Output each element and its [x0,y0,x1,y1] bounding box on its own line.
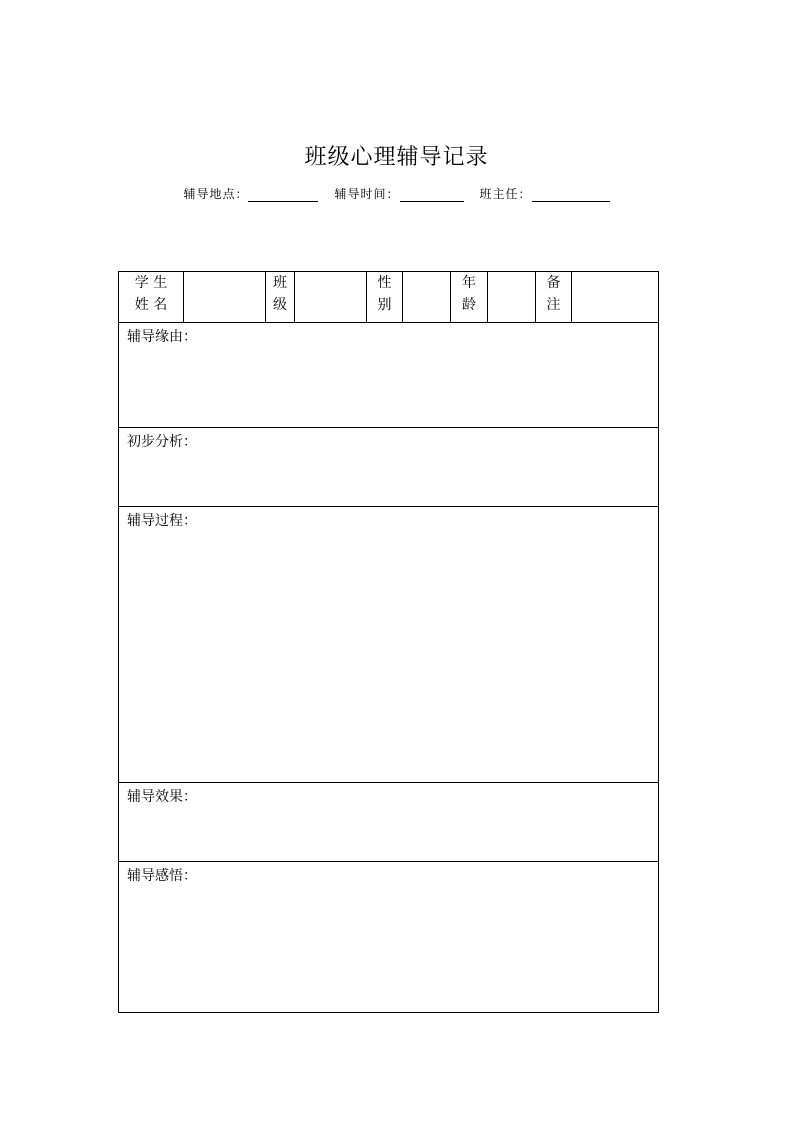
teacher-blank-line[interactable] [532,187,610,202]
time-field [334,186,463,202]
student-name-value-cell[interactable] [184,272,266,323]
student-name-label-line1: 学 生 [134,275,168,291]
location-blank-line[interactable] [248,187,318,202]
remarks-label-line2: 注 [546,297,561,313]
effect-label: 辅导效果： [127,789,197,805]
class-label-line1: 班 [273,275,287,291]
process-label: 辅导过程： [127,513,197,529]
process-row [119,507,659,783]
reason-row [119,323,659,428]
class-value-cell[interactable] [295,272,367,323]
age-value-cell[interactable] [488,272,536,323]
analysis-row [119,428,659,507]
reason-section[interactable] [119,323,659,428]
gender-label-line1: 性 [377,275,392,291]
student-info-row [119,272,659,323]
page-title: 班级心理辅导记录 [304,145,489,170]
analysis-section[interactable] [119,428,659,507]
analysis-label: 初步分析： [127,434,197,450]
effect-section[interactable] [119,783,659,862]
gender-label [367,272,403,323]
teacher-label: 班主任： [479,187,532,201]
remarks-value-cell[interactable] [572,272,659,323]
record-table [118,271,659,1013]
gender-label-line2: 别 [377,297,392,313]
student-name-label [119,272,184,323]
time-label: 辅导时间： [334,187,400,201]
time-blank-line[interactable] [400,187,464,202]
reflection-section[interactable] [119,862,659,1013]
gender-value-cell[interactable] [403,272,451,323]
location-label: 辅导地点： [183,187,249,201]
effect-row [119,783,659,862]
reflection-label: 辅导感悟： [127,868,197,884]
process-section[interactable] [119,507,659,783]
age-label-line2: 龄 [462,297,476,313]
remarks-label-line1: 备 [546,275,561,291]
class-label [266,272,295,323]
student-name-label-line2: 姓 名 [134,297,168,313]
reflection-row [119,862,659,1013]
reason-label: 辅导缘由： [127,329,197,345]
age-label [451,272,488,323]
header-info-line [0,182,793,202]
class-label-line2: 级 [273,297,287,313]
location-field [183,186,318,202]
remarks-label [536,272,572,323]
age-label-line1: 年 [462,275,476,291]
teacher-field [480,186,610,202]
